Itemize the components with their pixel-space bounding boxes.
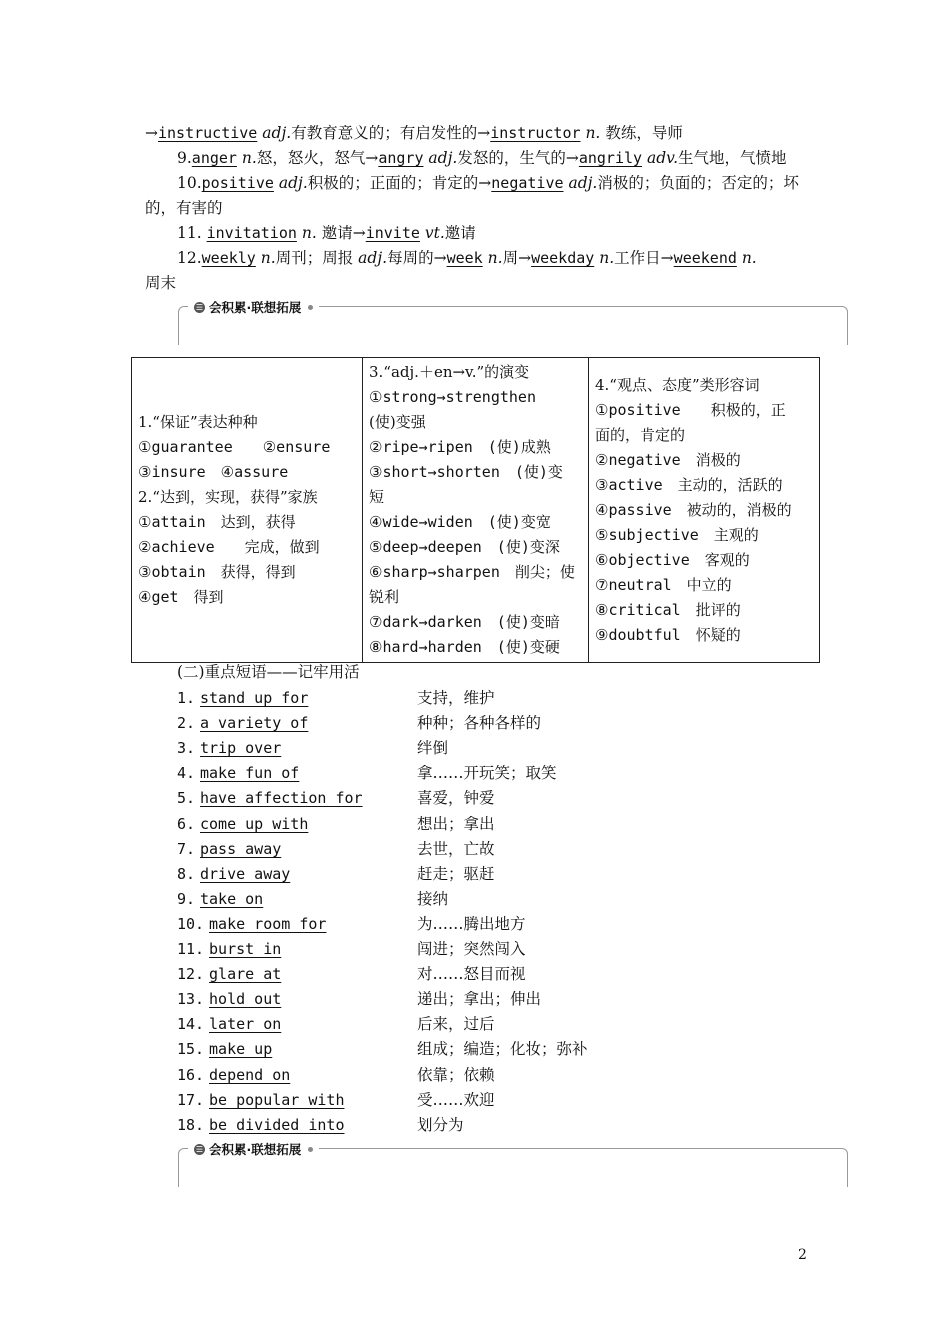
table-row [132,358,820,663]
part-of-speech: adj. [568,174,598,192]
phrase-row [177,712,308,734]
arrow: → [518,249,532,267]
phrase-row [177,938,281,960]
section-banner [178,298,848,344]
phrase-text: later on [209,1015,282,1033]
arrow: → [478,174,492,192]
phrase-row [177,1038,272,1060]
phrase-row [177,1114,345,1136]
meaning: 消极的；负面的；否定的；坏 [597,174,799,192]
phrase-text: come up with [200,815,309,833]
blank-answer: instructor [490,124,581,142]
cell-line: ⑤subjective 主观的 [595,525,759,544]
blank-answer: positive [201,174,274,192]
meaning: 每周的 [387,249,434,267]
phrase-row [177,888,263,910]
vocab-line-11 [177,222,476,244]
phrase-text: be divided into [209,1116,345,1134]
dot-icon [308,1147,313,1152]
phrase-text: make fun of [200,764,300,782]
phrase-row [177,1064,290,1086]
table-cell-attitude-adjectives [589,358,820,663]
phrase-number: 5. [177,789,196,807]
phrase-number: 18. [177,1116,205,1134]
meaning: 的，有害的 [145,199,223,217]
phrase-text: burst in [209,940,282,958]
phrase-meaning: 受……欢迎 [417,1091,495,1109]
phrase-text: have affection for [200,789,363,807]
phrase-meaning: 种种；各种各样的 [417,714,542,732]
phrase-row [177,762,299,784]
part-of-speech: adv. [647,149,679,167]
banner-label: 会积累·联想拓展 [209,300,302,315]
cell-line: 3.“adj.＋en→v.”的演变 [369,363,530,381]
phrase-meaning: 为……腾出地方 [417,915,526,933]
phrase-number: 10. [177,915,205,933]
phrase-meaning: 依靠；依赖 [417,1066,495,1084]
phrase-row [177,787,363,809]
phrase-row [177,737,281,759]
blank-answer: week [446,249,483,267]
cell-line: 面的，肯定的 [595,425,686,444]
banner-tag [188,298,319,316]
meaning: 怒，怒火，怒气 [256,149,366,167]
banner-tag [188,1140,319,1158]
arrow: → [352,224,366,242]
phrase-number: 2. [177,714,196,732]
cell-line: ⑧hard→harden (使)变硬 [369,638,560,656]
vocab-line-10-cont [145,197,223,219]
blank-answer: weekly [201,249,256,267]
accumulate-icon: ☰ [195,1144,204,1154]
cell-line: ⑥sharp→sharpen 削尖；使 [369,563,575,581]
page-number: 2 [798,1247,807,1263]
cell-line: ②ripe→ripen (使)成熟 [369,438,551,456]
meaning: 生气地，气愤地 [678,149,787,167]
meaning: 周刊；周报 [275,249,354,267]
phrase-meaning: 拿……开玩笑；取笑 [417,764,557,782]
meaning: 积极的；正面的；肯定的 [307,174,479,192]
meaning: 发怒的，生气的 [457,149,566,167]
phrase-number: 14. [177,1015,205,1033]
phrase-number: 9. [177,890,196,908]
cell-line: ①positive 积极的，正 [595,400,786,419]
part-of-speech: adj. [428,149,458,167]
phrase-meaning: 绊倒 [417,739,449,757]
phrases-section-title: (二)重点短语——记牢用活 [177,663,360,681]
vocab-line-10 [177,172,799,194]
vocab-line-12-cont [145,272,176,294]
part-of-speech: n. [260,249,276,267]
phrase-text: a variety of [200,714,309,732]
phrase-text: trip over [200,739,282,757]
cell-line: 2.“达到，实现，获得”家族 [138,488,318,506]
phrase-meaning: 接纳 [417,890,449,908]
cell-line: 锐利 [369,588,400,606]
phrase-text: make room for [209,915,327,933]
arrow: → [365,149,379,167]
phrase-meaning: 组成；编造；化妆；弥补 [417,1040,588,1058]
cell-line: ②negative 消极的 [595,450,741,469]
phrase-number: 15. [177,1040,205,1058]
dot-icon [308,305,313,310]
vocab-line-12 [177,247,757,269]
banner-label: 会积累·联想拓展 [209,1142,302,1157]
cell-line: ⑥objective 客观的 [595,550,750,569]
phrase-text: depend on [209,1066,291,1084]
meaning: 工作日 [614,249,661,267]
part-of-speech: adj. [358,249,388,267]
phrase-number: 8. [177,865,196,883]
blank-answer: invite [365,224,420,242]
phrase-meaning: 想出；拿出 [417,815,495,833]
phrase-number: 6. [177,815,196,833]
cell-line: ④wide→widen (使)变宽 [369,513,551,531]
arrow: → [565,149,579,167]
blank-answer: instructive [158,124,258,142]
blank-answer: weekday [531,249,595,267]
phrase-text: hold out [209,990,282,1008]
blank-answer: anger [191,149,237,167]
phrase-meaning: 去世，亡故 [417,840,495,858]
cell-line: ③short→shorten (使)变 [369,463,563,481]
blank-answer: weekend [673,249,737,267]
item-number: 10. [177,174,202,192]
blank-answer: invitation [206,224,297,242]
arrow: → [433,249,447,267]
phrase-text: pass away [200,840,282,858]
cell-line: ④get 得到 [138,588,224,606]
part-of-speech: n. [741,249,757,267]
arrow: → [477,124,491,142]
part-of-speech: adj. [262,124,292,142]
phrase-meaning: 划分为 [417,1116,464,1134]
phrase-meaning: 赶走；驱赶 [417,865,495,883]
phrase-text: drive away [200,865,291,883]
part-of-speech: n. [585,124,601,142]
accumulate-icon: ☰ [195,302,204,312]
phrase-row [177,963,281,985]
vocab-line-9 [177,147,787,169]
cell-line: (使)变强 [369,413,426,431]
vocab-line-instructive [145,122,683,144]
meaning: 有教育意义的；有启发性的 [291,124,478,142]
arrow: → [145,124,158,142]
phrase-text: glare at [209,965,282,983]
phrase-number: 16. [177,1066,205,1084]
blank-answer: angrily [578,149,643,167]
phrase-meaning: 闯进；突然闯入 [417,940,526,958]
part-of-speech: adj. [278,174,308,192]
item-number: 9. [177,149,192,167]
phrase-row [177,863,290,885]
cell-line: ①strong→strengthen [369,388,536,406]
cell-line: ⑦dark→darken (使)变暗 [369,613,560,631]
cell-line: ③insure ④assure [138,463,289,481]
cell-line: 4.“观点、态度”类形容词 [595,375,760,394]
cell-line: ⑤deep→deepen (使)变深 [369,538,560,556]
phrase-row [177,1013,281,1035]
phrase-number: 13. [177,990,205,1008]
part-of-speech: n. [599,249,615,267]
phrase-number: 7. [177,840,196,858]
cell-line: 短 [369,488,385,506]
phrase-text: take on [200,890,264,908]
part-of-speech: vt. [424,224,445,242]
blank-answer: angry [378,149,424,167]
phrase-text: stand up for [200,689,309,707]
arrow: → [660,249,674,267]
part-of-speech: n. [487,249,503,267]
cell-line: ⑦neutral 中立的 [595,575,732,594]
cell-line: ③obtain 获得，得到 [138,563,296,581]
table-cell-guarantee-attain [132,358,363,663]
item-number: 12. [177,249,202,267]
meaning: 教练，导师 [605,124,683,142]
phrase-number: 11. [177,940,205,958]
table-cell-adj-en-v [363,358,589,663]
phrase-meaning: 后来，过后 [417,1015,495,1033]
phrase-number: 17. [177,1091,205,1109]
phrase-row [177,838,281,860]
part-of-speech: n. [301,224,317,242]
phrase-number: 3. [177,739,196,757]
phrase-text: make up [209,1040,273,1058]
cell-line: 1.“保证”表达种种 [138,413,258,431]
phrase-meaning: 递出；拿出；伸出 [417,990,542,1008]
blank-answer: negative [491,174,564,192]
phrase-row [177,1089,345,1111]
phrase-meaning: 支持，维护 [417,689,495,707]
meaning: 周 [502,249,519,267]
phrase-number: 12. [177,965,205,983]
phrase-meaning: 对……怒目而视 [417,965,526,983]
cell-line: ⑧critical 批评的 [595,600,741,619]
expansion-table [131,357,820,663]
phrase-meaning: 喜爱，钟爱 [417,789,495,807]
phrase-row [177,813,308,835]
cell-line: ③active 主动的，活跃的 [595,475,783,494]
meaning: 邀请 [321,224,353,242]
cell-line: ②achieve 完成，做到 [138,538,320,556]
phrase-row [177,687,308,709]
phrase-text: be popular with [209,1091,345,1109]
cell-line: ④passive 被动的，消极的 [595,500,792,519]
cell-line: ①guarantee ②ensure [138,438,331,456]
meaning: 邀请 [444,224,476,242]
section-banner [178,1140,848,1186]
phrase-number: 4. [177,764,196,782]
item-number: 11. [177,224,202,242]
cell-line: ⑨doubtful 怀疑的 [595,625,741,644]
phrase-row [177,913,326,935]
phrase-number: 1. [177,689,196,707]
part-of-speech: n. [241,149,257,167]
phrase-row [177,988,281,1010]
cell-line: ①attain 达到，获得 [138,513,296,531]
meaning: 周末 [145,274,177,292]
